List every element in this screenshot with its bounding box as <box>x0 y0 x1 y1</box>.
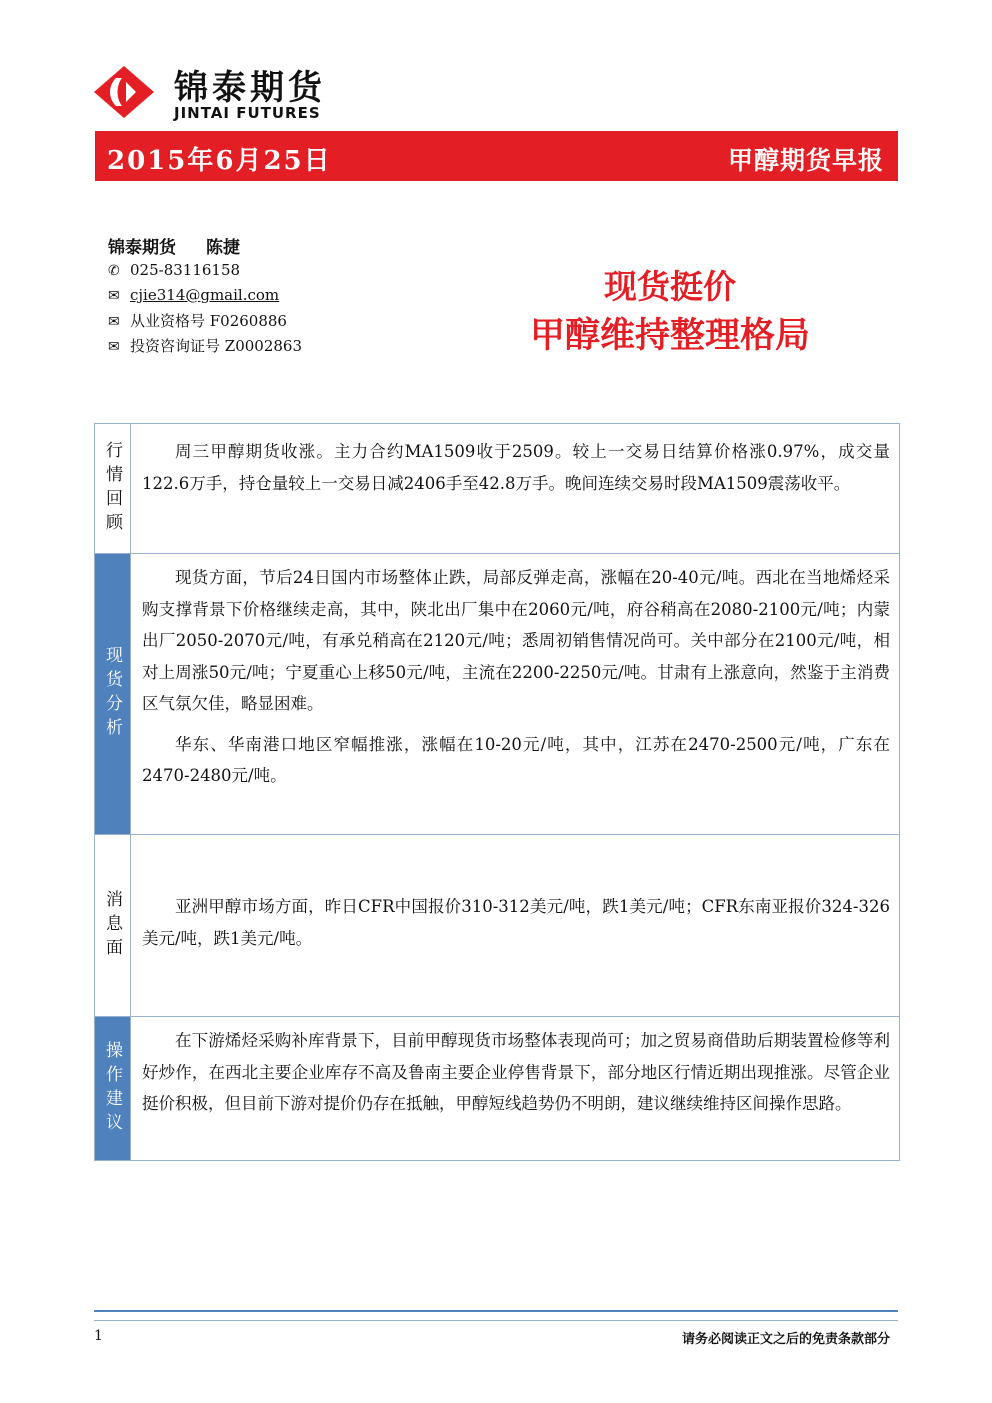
author-name: 陈捷 <box>206 238 240 258</box>
section-body <box>131 835 899 954</box>
contact-license <box>108 335 302 356</box>
section-body <box>131 1017 899 1120</box>
title-banner <box>95 131 898 181</box>
section-label: 现货分析 <box>95 554 131 834</box>
phone-icon: ✆ <box>108 263 120 279</box>
section-body <box>131 424 899 499</box>
paragraph: 亚洲甲醇市场方面，昨日CFR中国报价310-312美元/吨，跌1美元/吨；CFR东南亚报价324-326美元/吨，跌1美元/吨。 <box>142 897 890 948</box>
paragraph: 现货方面，节后24日国内市场整体止跌，局部反弹走高，涨幅在20-40元/吨。西北在当地烯烃采购支撑背景下价格继续走高，其中，陕北出厂集中在2060元/吨，府谷稍高在2080-2100元/吨；内蒙出厂2050-2070元/吨，有承兑稍高在2120元/吨；悉周初销售情况尚可。关中部分在2100元/吨，相对上周涨50元/吨；宁夏重心上移50元/吨，主流在2200-2250元/吨。甘肃有上涨意向，然鉴于主消费区气氛欠佳，略显困难。 <box>142 568 890 713</box>
report-title: 甲醇期货早报 <box>727 146 884 175</box>
section-label: 操作建议 <box>95 1017 131 1160</box>
contact-text: 从业资格号 F0260886 <box>130 312 287 330</box>
report-table <box>94 423 900 1161</box>
section-spot-analysis <box>95 553 899 834</box>
logo-chinese-name: 锦泰期货 <box>174 68 326 108</box>
contact-phone <box>108 261 240 279</box>
section-suggestion <box>95 1016 899 1160</box>
section-label: 行情回顾 <box>95 424 131 553</box>
author-line <box>108 233 240 258</box>
contact-text: 投资咨询证号 Z0002863 <box>130 337 302 355</box>
section-market-review <box>95 424 899 553</box>
section-news <box>95 834 899 1016</box>
page-number: 1 <box>94 1328 103 1344</box>
mail-icon: ✉ <box>108 339 120 355</box>
company-logo <box>92 60 362 124</box>
paragraph: 华东、华南港口地区窄幅推涨，涨幅在10-20元/吨，其中，江苏在2470-2500元/吨，广东在2470-2480元/吨。 <box>142 734 890 785</box>
section-body <box>131 554 899 792</box>
headline-line-2: 甲醇维持整理格局 <box>529 315 810 356</box>
footer-rule <box>94 1310 898 1312</box>
logo-english-name: JINTAI FUTURES <box>174 104 321 122</box>
report-headline <box>505 263 835 361</box>
jintai-logo-icon <box>92 64 156 120</box>
paragraph: 周三甲醇期货收涨。主力合约MA1509收于2509。较上一交易日结算价格涨0.97%，成交量122.6万手，持仓量较上一交易日减2406手至42.8万手。晚间连续交易时段MA1509震荡收平。 <box>142 442 890 493</box>
author-company: 锦泰期货 <box>108 238 176 258</box>
headline-line-1: 现货挺价 <box>604 267 736 306</box>
mail-icon: ✉ <box>108 288 120 304</box>
contact-text: 025-83116158 <box>130 261 241 279</box>
footer-rule-thin <box>94 1320 898 1321</box>
contact-qualification <box>108 310 287 331</box>
section-label: 消息面 <box>95 835 131 1016</box>
mail-icon: ✉ <box>108 314 120 330</box>
paragraph: 在下游烯烃采购补库背景下，目前甲醇现货市场整体表现尚可；加之贸易商借助后期装置检修等利好炒作，在西北主要企业库存不高及鲁南主要企业停售背景下，部分地区行情近期出现推涨。尽管企业挺价积极，但目前下游对提价仍存在抵触，甲醇短线趋势仍不明朗，建议继续维持区间操作思路。 <box>142 1031 890 1113</box>
disclaimer-note: 请务必阅读正文之后的免责条款部分 <box>681 1332 890 1347</box>
report-date: 2015年6月25日 <box>107 146 332 176</box>
email-link[interactable]: cjie314@gmail.com <box>130 286 280 304</box>
contact-email <box>108 286 279 304</box>
